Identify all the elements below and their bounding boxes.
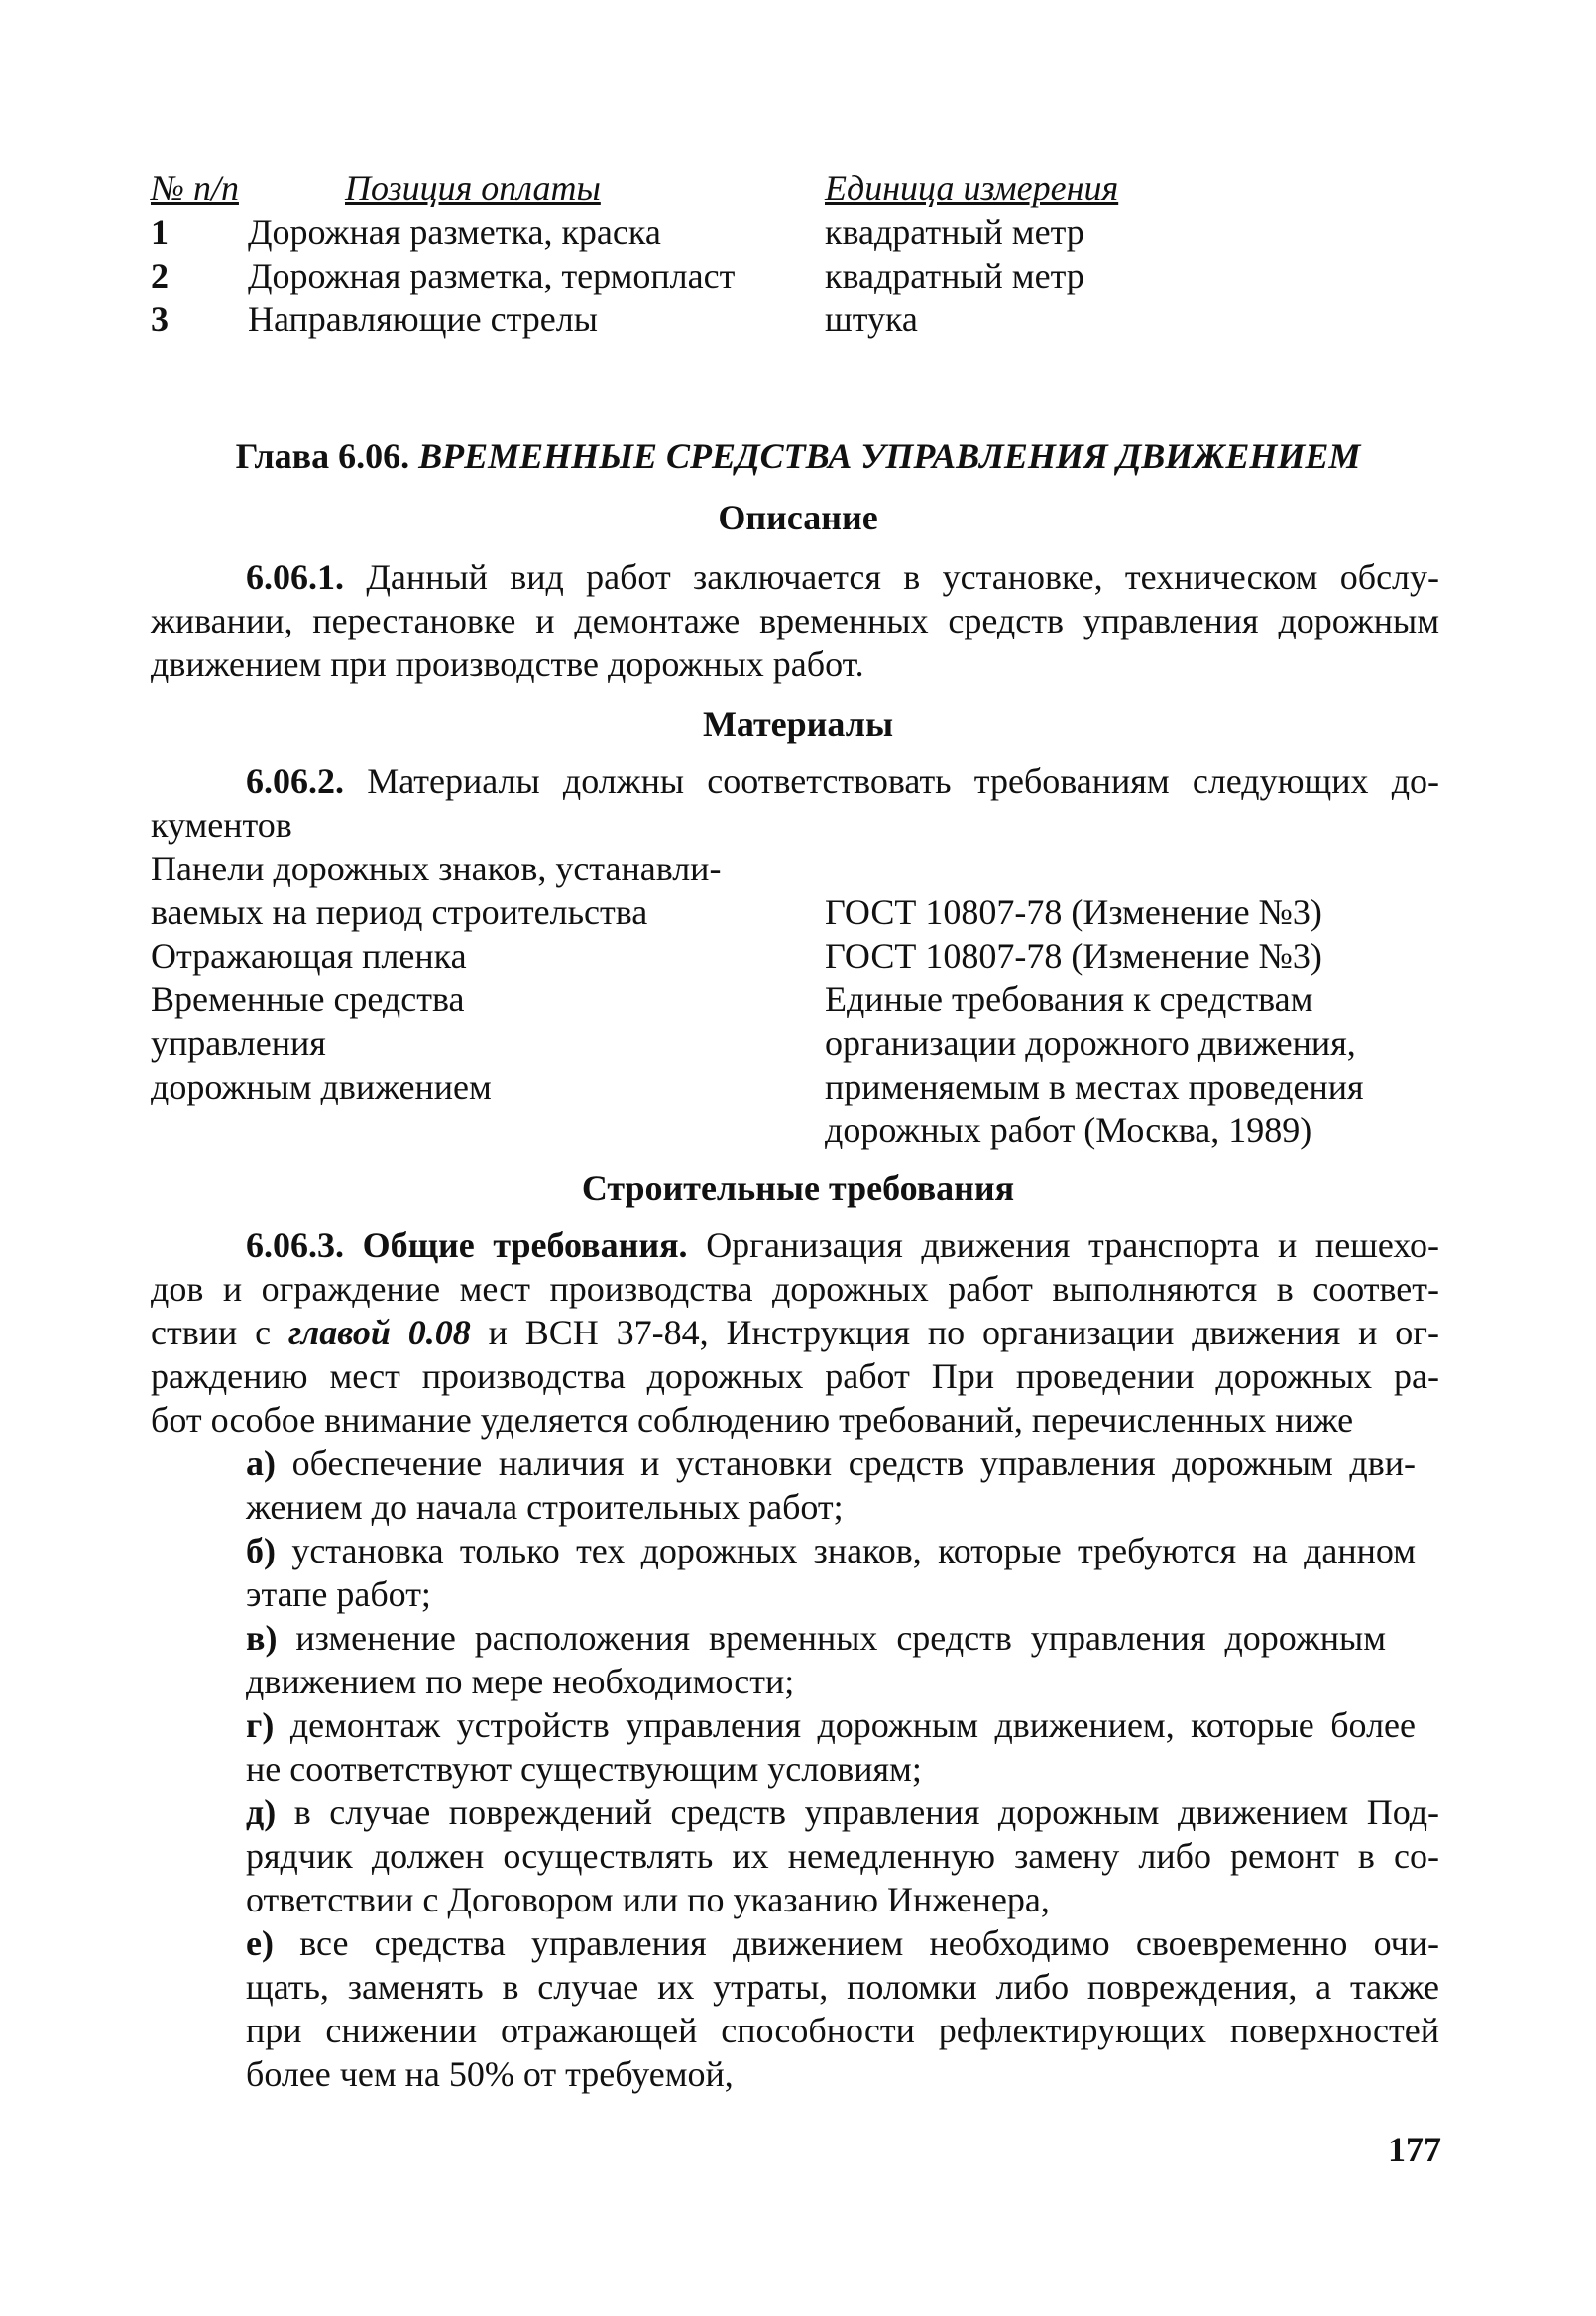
paragraph-line: кументов xyxy=(151,805,292,845)
paragraph-line: ствии с главой 0.08 и ВСН 37-84, Инструкция по организации движения и ог- xyxy=(151,1313,1440,1352)
table-row-unit: квадратный метр xyxy=(825,212,1084,252)
list-item-line: при снижении отражающей способности рефлектирующих поверхностей xyxy=(246,2011,1439,2050)
material-name: Отражающая пленка xyxy=(151,936,467,976)
table-header-number: № п/п xyxy=(151,169,239,208)
material-standard: дорожных работ (Москва, 1989) xyxy=(825,1110,1312,1150)
paragraph-line: 6.06.2. Материалы должны соответствовать требованиям следующих до- xyxy=(151,759,1439,803)
paragraph-number: 6.06.1. xyxy=(246,557,344,597)
list-item: е) все средства управления движением необходимо своевременно очи- xyxy=(246,1923,1440,1963)
list-item: д) в случае повреждений средств управления дорожным движением Под- xyxy=(246,1793,1439,1832)
paragraph-number: 6.06.3. xyxy=(246,1225,344,1265)
paragraph-line: живании, перестановке и демонтаже временных средств управления дорожным xyxy=(151,601,1439,640)
list-marker: а) xyxy=(246,1444,276,1483)
list-marker: г) xyxy=(246,1705,275,1745)
section-heading-construction: Строительные требования xyxy=(581,1168,1015,1208)
material-standard: организации дорожного движения, xyxy=(825,1023,1356,1063)
list-marker: в) xyxy=(246,1618,278,1658)
table-header-position: Позиция оплаты xyxy=(345,169,601,208)
list-item-line: движением по мере необходимости; xyxy=(246,1662,795,1701)
table-header-unit: Единица измерения xyxy=(825,169,1119,208)
table-row-unit: квадратный метр xyxy=(825,256,1084,295)
paragraph-line: дов и ограждение мест производства дорожных работ выполняются в соответ- xyxy=(151,1269,1439,1309)
table-row-position: Направляющие стрелы xyxy=(248,299,598,339)
list-item-line: щать, заменять в случае их утраты, поломки либо повреждения, а также xyxy=(246,1967,1439,2007)
table-row-number: 3 xyxy=(151,299,169,339)
paragraph-line: раждению мест производства дорожных работ При проведении дорожных ра- xyxy=(151,1356,1439,1396)
table-row-number: 2 xyxy=(151,256,169,295)
table-row-number: 1 xyxy=(151,212,169,252)
list-item: б) установка только тех дорожных знаков, которые требуются на данном xyxy=(246,1531,1416,1570)
paragraph-line: 6.06.1. Данный вид работ заключается в установке, техническом обслу- xyxy=(151,555,1439,599)
material-name: управления xyxy=(151,1023,326,1063)
list-item: в) изменение расположения временных средств управления дорожным xyxy=(246,1618,1386,1658)
list-item-line: этапе работ; xyxy=(246,1574,431,1614)
paragraph-line: 6.06.3. Общие требования. Организация движения транспорта и пешехо- xyxy=(151,1223,1439,1267)
chapter-label: Глава 6.06. xyxy=(235,436,410,476)
list-item-line: рядчик должен осуществлять их немедленную замену либо ремонт в со- xyxy=(246,1836,1439,1876)
chapter-title: ВРЕМЕННЫЕ СРЕДСТВА УПРАВЛЕНИЯ ДВИЖЕНИЕМ xyxy=(418,436,1361,476)
paragraph-line: движением при производстве дорожных работ. xyxy=(151,644,864,684)
material-name: Панели дорожных знаков, устанавли- xyxy=(151,849,722,888)
section-heading-description: Описание xyxy=(718,498,878,537)
list-marker: е) xyxy=(246,1923,274,1963)
table-row-position: Дорожная разметка, термопласт xyxy=(248,256,736,295)
paragraph-lead: Общие требования. xyxy=(362,1225,688,1265)
paragraph-line: бот особое внимание уделяется соблюдению требований, перечисленных ниже xyxy=(151,1400,1354,1440)
list-item: а) обеспечение наличия и установки средств управления дорожным дви- xyxy=(246,1444,1416,1483)
material-name: ваемых на период строительства xyxy=(151,892,648,932)
page-number: 177 xyxy=(1388,2130,1441,2169)
paragraph-number: 6.06.2. xyxy=(246,761,344,801)
material-standard: ГОСТ 10807-78 (Изменение №3) xyxy=(825,936,1322,976)
chapter-heading xyxy=(0,434,1596,478)
material-name: Временные средства xyxy=(151,980,465,1019)
list-item: г) демонтаж устройств управления дорожным движением, которые более xyxy=(246,1705,1416,1745)
list-marker: д) xyxy=(246,1793,277,1832)
chapter-reference: главой 0.08 xyxy=(287,1313,471,1352)
material-standard: применяемым в местах проведения xyxy=(825,1067,1364,1106)
material-name: дорожным движением xyxy=(151,1067,492,1106)
list-item-line: жением до начала строительных работ; xyxy=(246,1487,844,1527)
material-standard: ГОСТ 10807-78 (Изменение №3) xyxy=(825,892,1322,932)
list-item-line: более чем на 50% от требуемой, xyxy=(246,2054,734,2094)
list-marker: б) xyxy=(246,1531,276,1570)
list-item-line: не соответствуют существующим условиям; xyxy=(246,1749,922,1789)
table-row-unit: штука xyxy=(825,299,918,339)
section-heading-materials: Материалы xyxy=(702,704,894,744)
list-item-line: ответствии с Договором или по указанию Инженера, xyxy=(246,1880,1050,1919)
table-row-position: Дорожная разметка, краска xyxy=(248,212,661,252)
material-standard: Единые требования к средствам xyxy=(825,980,1313,1019)
